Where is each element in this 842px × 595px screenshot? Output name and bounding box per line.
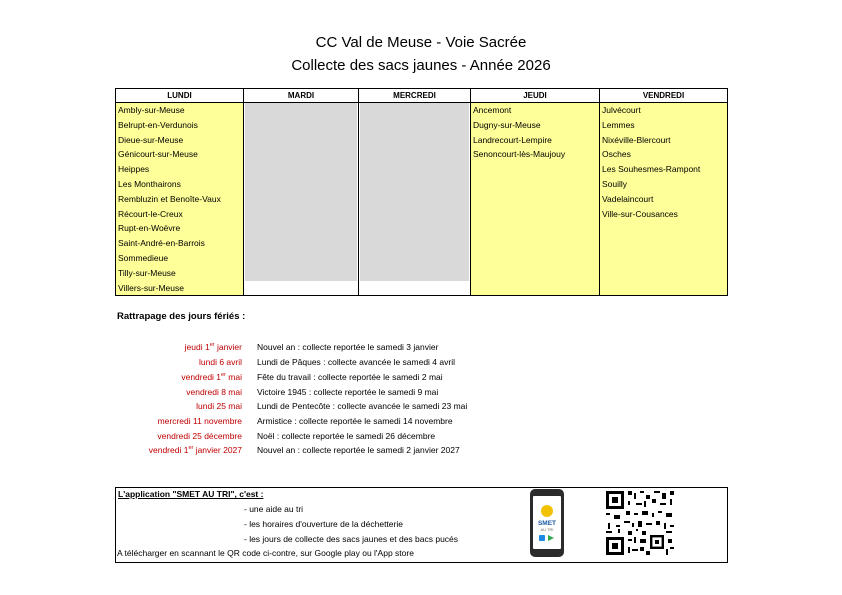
title-prefix: CC [315, 34, 338, 51]
vendredi-column [600, 103, 728, 296]
holiday-date: mercredi 11 novembre [157, 416, 242, 426]
smet-logo-icon [541, 505, 553, 517]
commune-jeudi: Landrecourt-Lempire [473, 134, 552, 145]
jeudi-column [471, 103, 600, 296]
holiday-text: Armistice : collecte reportée le samedi 14 novembre [257, 416, 453, 426]
holiday-text: Fête du travail : collecte reportée le samedi 2 mai [257, 372, 443, 382]
commune-lundi: Villers-sur-Meuse [118, 282, 184, 293]
commune-lundi: Tilly-sur-Meuse [118, 267, 176, 278]
commune-jeudi: Senoncourt-lès-Maujouy [473, 149, 566, 160]
holiday-row [110, 399, 630, 414]
holiday-row [110, 429, 630, 444]
commune-lundi: Récourt-le-Creux [118, 208, 183, 219]
commune-lundi: Saint-André-en-Barrois [118, 238, 205, 249]
commune-lundi: Dieue-sur-Meuse [118, 134, 184, 145]
holiday-date: vendredi 25 décembre [157, 431, 242, 441]
store-icons [539, 535, 555, 541]
schedule-header-row [116, 89, 728, 103]
commune-vendredi: Osches [602, 149, 631, 160]
mardi-grey-block [245, 103, 357, 281]
commune-lundi: Heippes [118, 164, 150, 175]
holiday-date: lundi 25 mai [196, 401, 242, 411]
commune-lundi: Belrupt-en-Verdunois [118, 119, 198, 130]
holiday-text: Victoire 1945 : collecte reportée le samedi 9 mai [257, 387, 439, 397]
commune-vendredi: Les Souhesmes-Rampont [602, 164, 701, 175]
phone-app-illustration [530, 489, 564, 557]
app-heading: L'application "SMET AU TRI", c'est : [118, 489, 264, 499]
commune-vendredi: Julvécourt [602, 105, 641, 115]
app-store-icon [539, 535, 545, 541]
page-title-line2: Collecte des sacs jaunes - Année 2026 [291, 57, 551, 74]
page-title-line1 [0, 34, 842, 51]
mercredi-column [359, 103, 471, 296]
lundi-column [116, 103, 244, 296]
commune-lundi: Ambly-sur-Meuse [118, 105, 185, 115]
header-vendredi: VENDREDI [600, 89, 728, 103]
qr-code-icon[interactable] [604, 489, 676, 557]
commune-jeudi: Ancemont [473, 105, 512, 115]
holiday-row [110, 443, 630, 458]
holiday-row [110, 414, 630, 429]
phone-app-subname: AU TRI [540, 527, 554, 532]
header-mardi: MARDI [244, 89, 359, 103]
header-mercredi: MERCREDI [359, 89, 471, 103]
holiday-text: Lundi de Pentecôte : collecte avancée le samedi 23 mai [257, 401, 468, 411]
title-main: Val de Meuse - Voie Sacrée [341, 34, 527, 51]
app-feature: - une aide au tri [244, 504, 304, 514]
collection-schedule-table [115, 88, 728, 296]
holiday-date: jeudi 1er janvier [184, 342, 242, 352]
commune-lundi: Rupt-en-Woëvre [118, 223, 181, 234]
holiday-date: vendredi 1er janvier 2027 [148, 445, 242, 455]
app-feature: - les horaires d'ouverture de la déchetterie [244, 519, 403, 529]
header-jeudi: JEUDI [471, 89, 600, 103]
holiday-text: Lundi de Pâques : collecte avancée le samedi 4 avril [257, 357, 455, 367]
holiday-row [110, 355, 630, 370]
phone-screen [533, 496, 561, 549]
holiday-date: lundi 6 avril [199, 357, 242, 367]
commune-vendredi: Vadelaincourt [602, 193, 654, 204]
mercredi-grey-block [360, 103, 469, 281]
holiday-text: Nouvel an : collecte reportée le samedi 2 janvier 2027 [257, 445, 460, 455]
app-feature: - les jours de collecte des sacs jaunes et des bacs pucés [244, 534, 459, 544]
commune-lundi: Sommedieue [118, 252, 169, 263]
commune-jeudi: Dugny-sur-Meuse [473, 119, 541, 130]
holiday-text: Nouvel an : collecte reportée le samedi 3 janvier [257, 342, 439, 352]
holiday-row [110, 340, 630, 355]
commune-lundi: Génicourt-sur-Meuse [118, 149, 198, 160]
commune-vendredi: Lemmes [602, 119, 635, 130]
app-download-text: A télécharger en scannant le QR code ci-contre, sur Google play ou l'App store [117, 548, 414, 558]
commune-vendredi: Nixéville-Blercourt [602, 134, 671, 145]
mardi-column [244, 103, 359, 296]
commune-lundi: Les Monthairons [118, 178, 181, 189]
google-play-icon [548, 535, 554, 541]
holidays-heading: Rattrapage des jours fériés : [117, 311, 246, 322]
holiday-row [110, 385, 630, 400]
commune-lundi: Rembluzin et Benoîte-Vaux [118, 193, 221, 204]
commune-vendredi: Souilly [602, 178, 628, 189]
commune-vendredi: Ville-sur-Cousances [602, 208, 678, 219]
holiday-text: Noël : collecte reportée le samedi 26 décembre [257, 431, 436, 441]
header-lundi: LUNDI [116, 89, 244, 103]
phone-app-name: SMET [537, 520, 557, 527]
holiday-date: vendredi 8 mai [186, 387, 242, 397]
holiday-date: vendredi 1er mai [181, 372, 242, 382]
holiday-row [110, 370, 630, 385]
